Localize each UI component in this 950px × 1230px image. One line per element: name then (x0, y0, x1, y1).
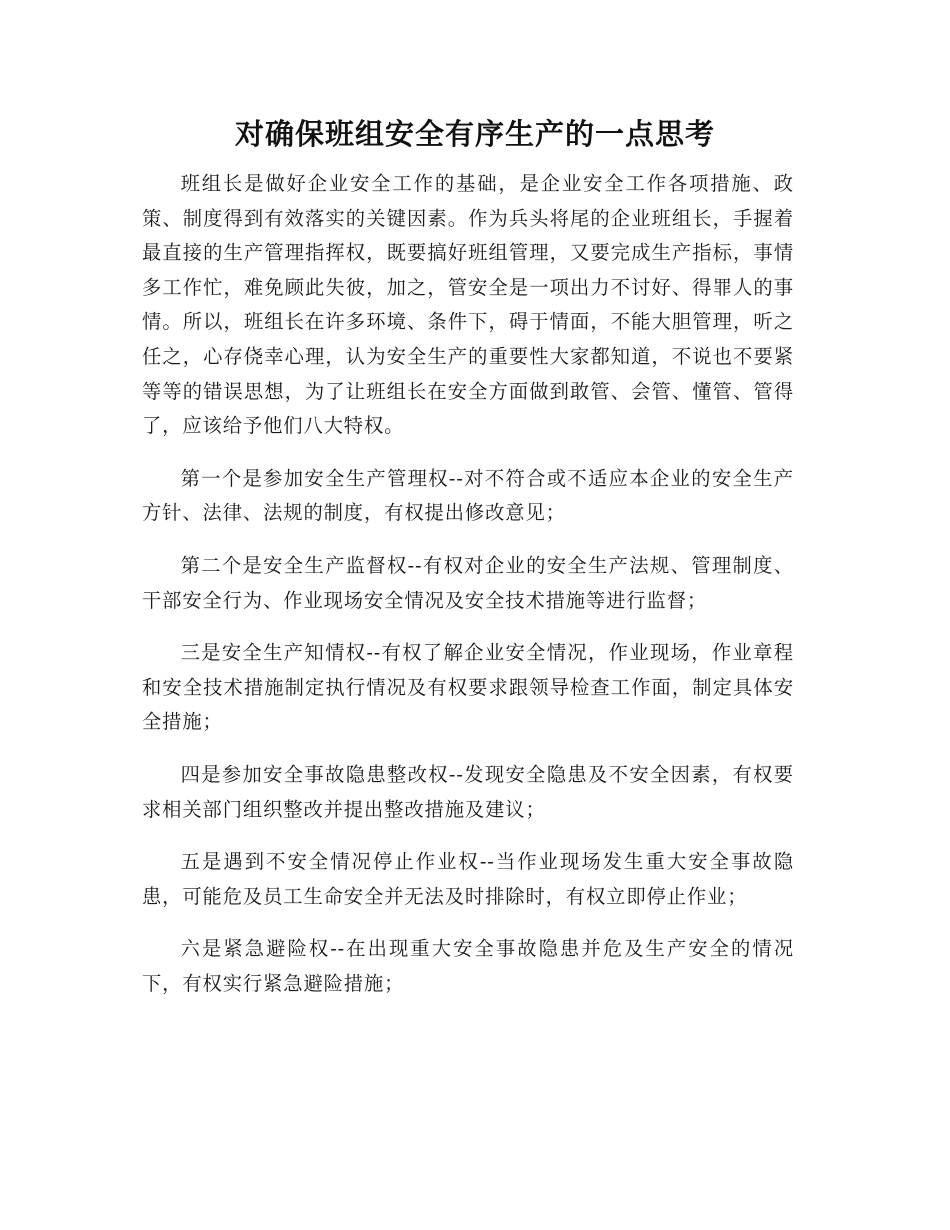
paragraph-right-4: 四是参加安全事故隐患整改权--发现安全隐患及不安全因素，有权要求相关部门组织整改并提出整改措施及建议； (142, 762, 794, 821)
document-title: 对确保班组安全有序生产的一点思考 (234, 117, 715, 151)
paragraph-right-2: 第二个是安全生产监督权--有权对企业的安全生产法规、管理制度、干部安全行为、作业现场安全情况及安全技术措施等进行监督； (142, 553, 794, 612)
paragraph-right-6: 六是紧急避险权--在出现重大安全事故隐患并危及生产安全的情况下，有权实行紧急避险措施； (142, 937, 794, 995)
paragraph-right-3: 三是安全生产知情权--有权了解企业安全情况，作业现场，作业章程和安全技术措施制定执行情况及有权要求跟领导检查工作面，制定具体安全措施； (142, 641, 794, 734)
paragraph-right-1: 第一个是参加安全生产管理权--对不符合或不适应本企业的安全生产方针、法律、法规的制度，有权提出修改意见； (142, 466, 794, 525)
paragraph-intro: 班组长是做好企业安全工作的基础，是企业安全工作各项措施、政策、制度得到有效落实的关键因素。作为兵头将尾的企业班组长，手握着最直接的生产管理指挥权，既要搞好班组管理，又要完成生产指标，事情多工作忙，难免顾此失彼，加之，管安全是一项出力不讨好、得罪人的事情。所以，班组长在许多环境、条件下，碍于情面，不能大胆管理，听之任之，心存侥幸心理，认为安全生产的重要性大家都知道，不说也不要紧等等的错误思想，为了让班组长在安全方面做到敢管、会管、懂管、管得了，应该给予他们八大特权。 (142, 172, 794, 438)
paragraph-right-5: 五是遇到不安全情况停止作业权--当作业现场发生重大安全事故隐患，可能危及员工生命安全并无法及时排除时，有权立即停止作业； (142, 850, 794, 908)
document-body (142, 167, 794, 1019)
